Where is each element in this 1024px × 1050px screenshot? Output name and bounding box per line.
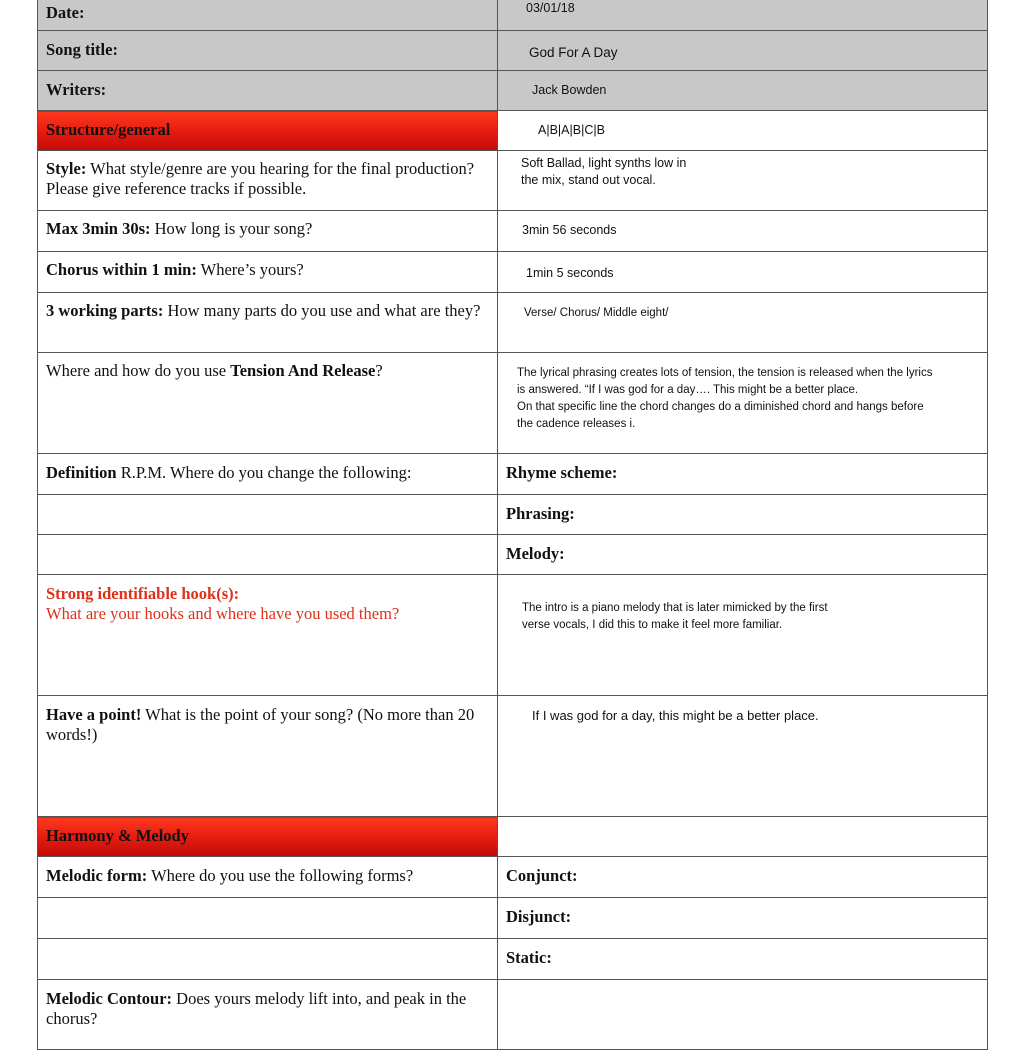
writers-row bbox=[38, 71, 988, 111]
structure-form-value: A|B|A|B|C|B bbox=[538, 123, 605, 137]
chorus-row bbox=[38, 252, 988, 293]
length-question: Max 3min 30s: How long is your song? bbox=[46, 219, 313, 238]
phrasing-row bbox=[38, 495, 988, 535]
parts-question: 3 working parts: How many parts do you use and what are they? bbox=[46, 301, 481, 320]
point-answer: If I was god for a day, this might be a better place. bbox=[532, 708, 819, 723]
style-answer: Soft Ballad, light synths low in the mix, stand out vocal. bbox=[521, 156, 687, 187]
conjunct-label: Conjunct: bbox=[506, 866, 578, 885]
disjunct-label: Disjunct: bbox=[506, 907, 572, 926]
point-row bbox=[38, 696, 988, 817]
melodic-form-row bbox=[38, 857, 988, 898]
song-title-value: God For A Day bbox=[529, 45, 618, 60]
tension-row bbox=[38, 353, 988, 454]
static-label: Static: bbox=[506, 948, 552, 967]
date-row bbox=[38, 0, 988, 31]
melodic-contour-question: Melodic Contour: Does yours melody lift into, and peak in the chorus? bbox=[46, 989, 467, 1028]
song-title-label: Song title: bbox=[46, 40, 118, 59]
rhyme-scheme-label: Rhyme scheme: bbox=[506, 463, 618, 482]
style-question: Style: What style/genre are you hearing for the final production? Please give reference tracks if possible. bbox=[46, 159, 475, 198]
writers-label: Writers: bbox=[46, 80, 107, 99]
date-label: Date: bbox=[46, 3, 85, 22]
hook-answer: The intro is a piano melody that is later mimicked by the first verse vocals, I did this to make it feel more familiar. bbox=[522, 602, 828, 631]
harmony-section-label: Harmony & Melody bbox=[46, 826, 189, 845]
tension-answer: The lyrical phrasing creates lots of tension, the tension is released when the lyrics is answered. “If I was god for a day…. This might be a better place. On that specific line the chord changes do a diminished chord and hangs before the cadence releases i. bbox=[517, 367, 933, 430]
hook-row bbox=[38, 575, 988, 696]
chorus-answer: 1min 5 seconds bbox=[526, 266, 614, 280]
static-row bbox=[38, 939, 988, 980]
length-answer: 3min 56 seconds bbox=[522, 223, 617, 237]
melodic-form-question: Melodic form: Where do you use the following forms? bbox=[46, 866, 414, 885]
tension-question: Where and how do you use Tension And Release? bbox=[46, 361, 383, 380]
writers-value: Jack Bowden bbox=[532, 83, 607, 97]
phrasing-label: Phrasing: bbox=[506, 504, 575, 523]
date-value: 03/01/18 bbox=[526, 1, 575, 15]
length-row bbox=[38, 211, 988, 252]
song-title-row bbox=[38, 31, 988, 71]
parts-row bbox=[38, 293, 988, 353]
structure-section-label: Structure/general bbox=[46, 120, 171, 139]
disjunct-row bbox=[38, 898, 988, 939]
song-feedback-sheet bbox=[37, 0, 987, 1050]
chorus-question: Chorus within 1 min: Where’s yours? bbox=[46, 260, 304, 279]
parts-answer: Verse/ Chorus/ Middle eight/ bbox=[524, 307, 669, 319]
song-form-table bbox=[37, 0, 988, 1050]
style-row bbox=[38, 151, 988, 211]
melody-label: Melody: bbox=[506, 544, 565, 563]
structure-section-row bbox=[38, 111, 988, 151]
harmony-section-row bbox=[38, 817, 988, 857]
melodic-contour-row bbox=[38, 980, 988, 1050]
definition-question: Definition R.P.M. Where do you change the following: bbox=[46, 463, 412, 482]
definition-row bbox=[38, 454, 988, 495]
hook-question: Strong identifiable hook(s): What are your hooks and where have you used them? bbox=[46, 584, 400, 623]
melody-row bbox=[38, 535, 988, 575]
point-question: Have a point! What is the point of your song? (No more than 20 words!) bbox=[46, 705, 475, 744]
